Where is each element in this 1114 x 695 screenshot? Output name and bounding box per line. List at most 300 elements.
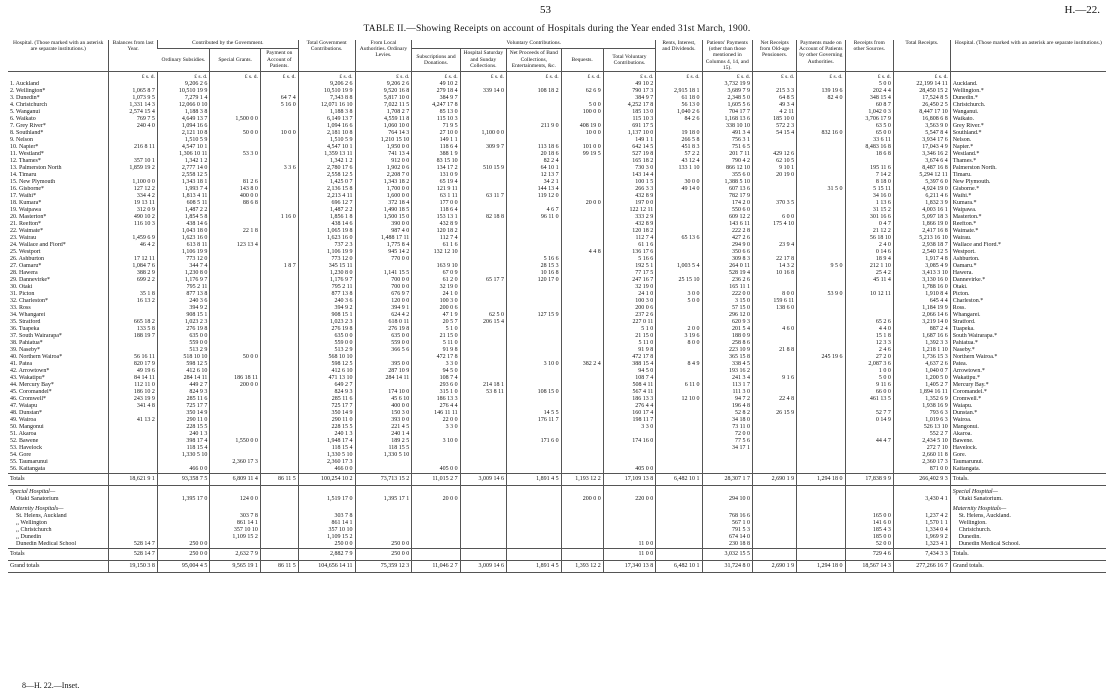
amount-cell: 1,487 2 2 bbox=[157, 207, 210, 214]
amount-cell: 53 3 0 bbox=[210, 151, 260, 158]
amount-cell: 3 19 6 bbox=[656, 333, 702, 340]
amount-cell bbox=[260, 431, 298, 438]
amount-cell bbox=[460, 298, 506, 305]
hospital-receipts-table bbox=[8, 40, 1106, 573]
amount-cell: 1,859 19 2 bbox=[109, 165, 157, 172]
amount-cell bbox=[797, 172, 845, 179]
amount-cell bbox=[797, 116, 845, 123]
amount-cell: 1,060 10 0 bbox=[355, 123, 412, 130]
amount-cell: 17,524 8 5 bbox=[893, 95, 950, 102]
amount-cell bbox=[210, 144, 260, 151]
amount-cell: 1,023 2 3 bbox=[157, 319, 210, 326]
amount-cell bbox=[210, 81, 260, 88]
amount-cell: 56 18 10 bbox=[845, 235, 893, 242]
amount-cell: 1,342 1 2 bbox=[298, 158, 355, 165]
amount-cell: 1,109 15 2 bbox=[298, 534, 355, 541]
amount-cell: 1,065 19 8 bbox=[298, 228, 355, 235]
amount-cell bbox=[753, 452, 797, 459]
amount-cell bbox=[109, 431, 157, 438]
amount-cell: 32 19 0 bbox=[603, 284, 656, 291]
amount-cell bbox=[506, 340, 561, 347]
grand-totals-row bbox=[8, 561, 1106, 573]
amount-cell: 2,208 7 0 bbox=[355, 172, 412, 179]
table-row bbox=[8, 186, 1106, 193]
amount-cell: 1,306 10 11 bbox=[157, 151, 210, 158]
amount-cell: 100 1 5 bbox=[603, 179, 656, 186]
amount-cell: 1,106 19 9 bbox=[157, 249, 210, 256]
table-row bbox=[8, 200, 1106, 207]
amount-cell: 1,700 0 0 bbox=[355, 186, 412, 193]
amount-cell bbox=[460, 520, 506, 527]
amount-cell: 2,121 10 8 bbox=[157, 130, 210, 137]
amount-cell bbox=[753, 207, 797, 214]
amount-cell bbox=[506, 298, 561, 305]
amount-cell: 1,040 2 6 bbox=[656, 109, 702, 116]
section-heading: Special Hospital— bbox=[10, 489, 56, 496]
hospital-name-right: Grey River.* bbox=[950, 123, 1106, 130]
hospital-name: 7. Grey River* bbox=[10, 123, 46, 130]
amount-cell bbox=[561, 549, 603, 561]
hospital-name: 42. Arrowtown* bbox=[10, 368, 50, 375]
section-heading-right: Maternity Hospitals— bbox=[950, 503, 1106, 513]
hospital-name-right: Wairau. bbox=[950, 235, 1106, 242]
amount-cell: 277,266 16 7 bbox=[893, 561, 950, 573]
amount-cell: 186 13 3 bbox=[603, 396, 656, 403]
amount-cell: 28 15 3 bbox=[506, 263, 561, 270]
hospital-name: Otaki Sanatorium bbox=[16, 496, 59, 503]
amount-cell bbox=[210, 361, 260, 368]
amount-cell: 7,343 8 8 bbox=[298, 95, 355, 102]
amount-cell: 466 0 0 bbox=[157, 466, 210, 474]
hospital-name-right: Westland.* bbox=[950, 151, 1106, 158]
amount-cell: 7,279 1 4 bbox=[157, 95, 210, 102]
amount-cell: 23 9 4 bbox=[753, 242, 797, 249]
amount-cell: 52 7 7 bbox=[845, 410, 893, 417]
table-row bbox=[8, 445, 1106, 452]
amount-cell: 240 1 3 bbox=[298, 431, 355, 438]
amount-cell: 1 16 0 bbox=[260, 214, 298, 221]
hospital-name-right: New Plymouth. bbox=[950, 179, 1106, 186]
hospital-name-right: Stratford. bbox=[950, 319, 1106, 326]
amount-cell bbox=[797, 179, 845, 186]
amount-cell bbox=[797, 431, 845, 438]
amount-cell: 118 15 4 bbox=[157, 445, 210, 452]
amount-cell: 2,348 5 0 bbox=[702, 95, 752, 102]
table-row bbox=[8, 424, 1106, 431]
amount-cell: 550 6 0 bbox=[702, 207, 752, 214]
hospital-name-right: Dunstan.* bbox=[950, 410, 1106, 417]
amount-cell: 618 0 11 bbox=[355, 319, 412, 326]
hospital-name-right: Mercury Bay.* bbox=[950, 382, 1106, 389]
amount-cell bbox=[797, 513, 845, 520]
amount-cell bbox=[656, 389, 702, 396]
amount-cell bbox=[797, 520, 845, 527]
amount-cell: 2,882 7 9 bbox=[298, 549, 355, 561]
amount-cell: 526 13 10 bbox=[893, 424, 950, 431]
hospital-name: 15. New Plymouth bbox=[10, 179, 56, 186]
amount-cell bbox=[109, 438, 157, 445]
amount-cell bbox=[109, 284, 157, 291]
col-old-age-pensioners: Net Receipts from Old-age Pensioners. bbox=[753, 40, 797, 72]
amount-cell: 120 18 2 bbox=[603, 228, 656, 235]
amount-cell: 528 14 7 bbox=[109, 541, 157, 549]
amount-cell bbox=[506, 375, 561, 382]
amount-cell: 608 5 11 bbox=[157, 200, 210, 207]
amount-cell: 508 4 11 bbox=[603, 382, 656, 389]
amount-cell bbox=[656, 172, 702, 179]
amount-cell: 635 0 0 bbox=[355, 333, 412, 340]
amount-cell: 28,307 1 7 bbox=[702, 474, 752, 486]
unit-label: £ s. d. bbox=[753, 72, 797, 82]
amount-cell: 83 15 10 bbox=[412, 158, 460, 165]
amount-cell: 4,252 17 8 bbox=[603, 102, 656, 109]
amount-cell: 365 15 8 bbox=[702, 354, 752, 361]
amount-cell: 22 1 8 bbox=[210, 228, 260, 235]
amount-cell: 9 5 0 bbox=[797, 263, 845, 270]
hospital-name: 11. Westland* bbox=[10, 151, 44, 158]
amount-cell bbox=[561, 445, 603, 452]
hospital-name: 45. Coromandel* bbox=[10, 389, 52, 396]
amount-cell bbox=[210, 214, 260, 221]
amount-cell: 71 9 5 bbox=[412, 123, 460, 130]
amount-cell bbox=[355, 382, 412, 389]
amount-cell: 1,073 9 5 bbox=[109, 95, 157, 102]
amount-cell bbox=[506, 235, 561, 242]
amount-cell: 49 19 6 bbox=[109, 368, 157, 375]
amount-cell bbox=[797, 277, 845, 284]
amount-cell bbox=[753, 179, 797, 186]
amount-cell: 1,459 6 9 bbox=[109, 235, 157, 242]
totals-row bbox=[8, 474, 1106, 486]
table-row bbox=[8, 438, 1106, 445]
amount-cell: 11 0 0 bbox=[603, 541, 656, 549]
hospital-name: 2. Wellington* bbox=[10, 88, 46, 95]
amount-cell bbox=[656, 305, 702, 312]
amount-cell bbox=[460, 541, 506, 549]
hospital-name-right: Hawera. bbox=[950, 270, 1106, 277]
hospital-name: Grand totals bbox=[8, 561, 109, 573]
amount-cell bbox=[656, 368, 702, 375]
amount-cell bbox=[506, 513, 561, 520]
amount-cell: 185 10 0 bbox=[753, 116, 797, 123]
amount-cell: 198 11 7 bbox=[603, 417, 656, 424]
amount-cell: 61 2 0 bbox=[412, 277, 460, 284]
amount-cell bbox=[506, 249, 561, 256]
amount-cell bbox=[210, 291, 260, 298]
amount-cell bbox=[561, 431, 603, 438]
amount-cell: 201 5 4 bbox=[702, 326, 752, 333]
amount-cell: 17,340 13 8 bbox=[603, 561, 656, 573]
amount-cell bbox=[260, 151, 298, 158]
amount-cell: 215 3 3 bbox=[753, 88, 797, 95]
amount-cell: 700 0 0 bbox=[355, 284, 412, 291]
amount-cell bbox=[753, 319, 797, 326]
amount-cell: 279 18 4 bbox=[412, 88, 460, 95]
hospital-name: 38. Pahiatua* bbox=[10, 340, 43, 347]
amount-cell bbox=[656, 354, 702, 361]
hospital-name-right: Gisborne.* bbox=[950, 186, 1106, 193]
amount-cell bbox=[845, 452, 893, 459]
amount-cell bbox=[210, 158, 260, 165]
amount-cell: 4,547 10 1 bbox=[298, 144, 355, 151]
amount-cell bbox=[460, 431, 506, 438]
amount-cell bbox=[210, 249, 260, 256]
amount-cell bbox=[753, 424, 797, 431]
amount-cell: 100 3 0 bbox=[412, 298, 460, 305]
amount-cell bbox=[753, 520, 797, 527]
amount-cell: 240 3 6 bbox=[298, 298, 355, 305]
amount-cell: 108 15 0 bbox=[506, 389, 561, 396]
amount-cell: 4 6 0 bbox=[753, 326, 797, 333]
hospital-name-right: Arrowtown.* bbox=[950, 368, 1106, 375]
amount-cell: 432 8 9 bbox=[603, 221, 656, 228]
amount-cell: 3 10 0 bbox=[506, 361, 561, 368]
amount-cell: 276 19 8 bbox=[157, 326, 210, 333]
hospital-name: 34. Whangarei bbox=[10, 312, 46, 319]
amount-cell: 287 10 9 bbox=[355, 368, 412, 375]
amount-cell: 3,674 6 4 bbox=[893, 158, 950, 165]
amount-cell: 877 13 8 bbox=[157, 291, 210, 298]
amount-cell: 93,358 7 5 bbox=[157, 474, 210, 486]
hospital-name: 12. Thames* bbox=[10, 158, 41, 165]
hospital-name-right: Taumarunui. bbox=[950, 459, 1106, 466]
amount-cell: 96 11 0 bbox=[506, 214, 561, 221]
amount-cell bbox=[506, 354, 561, 361]
table-row bbox=[8, 81, 1106, 88]
amount-cell bbox=[260, 375, 298, 382]
col-payment-patients: Payment on Account of Patients. bbox=[260, 48, 298, 72]
amount-cell bbox=[656, 312, 702, 319]
amount-cell: 1,392 3 3 bbox=[893, 340, 950, 347]
amount-cell bbox=[506, 382, 561, 389]
amount-cell: 301 16 6 bbox=[845, 214, 893, 221]
amount-cell bbox=[753, 354, 797, 361]
amount-cell: 136 17 6 bbox=[603, 249, 656, 256]
amount-cell: 24 1 0 bbox=[412, 291, 460, 298]
amount-cell bbox=[157, 513, 210, 520]
amount-cell: 1,891 4 5 bbox=[506, 474, 561, 486]
amount-cell: 118 15 5 bbox=[355, 445, 412, 452]
section-heading: Maternity Hospitals— bbox=[10, 506, 64, 513]
amount-cell: 149 1 1 bbox=[412, 137, 460, 144]
amount-cell: 3,563 9 0 bbox=[893, 123, 950, 130]
amount-cell bbox=[797, 207, 845, 214]
amount-cell: 174 10 0 bbox=[355, 389, 412, 396]
amount-cell: 186 13 3 bbox=[412, 396, 460, 403]
amount-cell: 116 10 3 bbox=[109, 221, 157, 228]
hospital-name-right: Waimate.* bbox=[950, 228, 1106, 235]
amount-cell bbox=[797, 221, 845, 228]
table-row bbox=[8, 165, 1106, 172]
amount-cell bbox=[656, 549, 702, 561]
hospital-name: 31. Picton bbox=[10, 291, 35, 298]
table-row bbox=[8, 284, 1106, 291]
table-row bbox=[8, 172, 1106, 179]
amount-cell bbox=[753, 193, 797, 200]
amount-cell: 143 8 0 bbox=[210, 186, 260, 193]
amount-cell: 43 12 4 bbox=[656, 158, 702, 165]
amount-cell: 104,656 14 11 bbox=[298, 561, 355, 573]
amount-cell: 3 3 0 bbox=[412, 361, 460, 368]
amount-cell bbox=[260, 291, 298, 298]
amount-cell: 196 4 8 bbox=[702, 403, 752, 410]
amount-cell bbox=[797, 389, 845, 396]
hospital-name: 16. Gisborne* bbox=[10, 186, 44, 193]
hospital-name: 47. Waiapu bbox=[10, 403, 38, 410]
amount-cell bbox=[109, 466, 157, 474]
amount-cell bbox=[355, 466, 412, 474]
amount-cell: 11 0 0 bbox=[603, 549, 656, 561]
amount-cell: 3 0 0 bbox=[656, 291, 702, 298]
amount-cell bbox=[260, 417, 298, 424]
amount-cell: 21 12 2 bbox=[845, 228, 893, 235]
amount-cell: 20 5 7 bbox=[412, 319, 460, 326]
amount-cell bbox=[460, 534, 506, 541]
hospital-name: 37. South Wairarapa* bbox=[10, 333, 62, 340]
table-row bbox=[8, 144, 1106, 151]
col-hospital-right: Hospital. (Those marked with an asterisk are separate institutions.) bbox=[950, 40, 1106, 72]
amount-cell: 1,084 7 6 bbox=[109, 263, 157, 270]
amount-cell: 552 2 7 bbox=[893, 431, 950, 438]
amount-cell bbox=[260, 496, 298, 503]
hospital-name-right: Charleston.* bbox=[950, 298, 1106, 305]
table-row bbox=[8, 431, 1106, 438]
unit-label: £ s. d. bbox=[561, 72, 603, 82]
amount-cell: 1,405 2 7 bbox=[893, 382, 950, 389]
amount-cell: 394 9 1 bbox=[355, 305, 412, 312]
amount-cell: 725 17 7 bbox=[157, 403, 210, 410]
amount-cell bbox=[260, 298, 298, 305]
amount-cell: 266,402 9 3 bbox=[893, 474, 950, 486]
amount-cell bbox=[460, 333, 506, 340]
amount-cell: 134 17 2 bbox=[412, 165, 460, 172]
amount-cell: 56 16 11 bbox=[109, 354, 157, 361]
amount-cell: 31 15 2 bbox=[845, 207, 893, 214]
amount-cell bbox=[656, 214, 702, 221]
amount-cell: 45 6 10 bbox=[355, 396, 412, 403]
amount-cell: 674 14 0 bbox=[702, 534, 752, 541]
amount-cell: 272 7 10 bbox=[893, 445, 950, 452]
amount-cell bbox=[260, 319, 298, 326]
amount-cell bbox=[656, 249, 702, 256]
amount-cell: 7,022 11 5 bbox=[355, 102, 412, 109]
amount-cell: 3 3 6 bbox=[260, 165, 298, 172]
amount-cell: 559 0 0 bbox=[157, 340, 210, 347]
amount-cell bbox=[260, 277, 298, 284]
amount-cell: 8 18 0 bbox=[845, 179, 893, 186]
amount-cell: 598 12 5 bbox=[157, 361, 210, 368]
hospital-name-right: Westport. bbox=[950, 249, 1106, 256]
amount-cell: 73 11 0 bbox=[702, 424, 752, 431]
amount-cell bbox=[603, 445, 656, 452]
amount-cell: 5,294 12 11 bbox=[893, 172, 950, 179]
amount-cell: 2,558 12 5 bbox=[298, 172, 355, 179]
amount-cell bbox=[506, 228, 561, 235]
amount-cell: 41 13 2 bbox=[109, 417, 157, 424]
amount-cell: 94 7 2 bbox=[702, 396, 752, 403]
amount-cell bbox=[603, 520, 656, 527]
amount-cell bbox=[460, 109, 506, 116]
amount-cell bbox=[656, 459, 702, 466]
amount-cell bbox=[506, 291, 561, 298]
hospital-name-right: Christchurch. bbox=[950, 527, 1106, 534]
amount-cell: 52 8 2 bbox=[702, 410, 752, 417]
amount-cell bbox=[260, 340, 298, 347]
amount-cell: 171 6 0 bbox=[506, 438, 561, 445]
amount-cell bbox=[260, 144, 298, 151]
amount-cell bbox=[460, 284, 506, 291]
amount-cell bbox=[260, 249, 298, 256]
amount-cell: 0 14 6 bbox=[845, 249, 893, 256]
amount-cell: 793 6 3 bbox=[893, 410, 950, 417]
amount-cell: 2,066 14 6 bbox=[893, 312, 950, 319]
amount-cell: 186 18 11 bbox=[210, 375, 260, 382]
amount-cell bbox=[260, 193, 298, 200]
amount-cell: 1,342 1 2 bbox=[157, 158, 210, 165]
unit-label: £ s. d. bbox=[702, 72, 752, 82]
unit-label: £ s. d. bbox=[210, 72, 260, 82]
amount-cell: 10 16 8 bbox=[506, 270, 561, 277]
hospital-name: 21. Reefton* bbox=[10, 221, 41, 228]
amount-cell: 240 1 3 bbox=[157, 431, 210, 438]
hospital-name: 32. Charleston* bbox=[10, 298, 48, 305]
table-row bbox=[8, 228, 1106, 235]
table-row bbox=[8, 291, 1106, 298]
table-row bbox=[8, 520, 1106, 527]
table-row bbox=[8, 151, 1106, 158]
amount-cell: 44 4 7 bbox=[845, 438, 893, 445]
amount-cell bbox=[753, 534, 797, 541]
col-ordinary-subsidies: Ordinary Subsidies. bbox=[157, 48, 210, 72]
amount-cell: 18 6 8 bbox=[845, 151, 893, 158]
col-patients-payments: Patients' Payments (other than those mentioned in Columns 4, 14, and 15). bbox=[702, 40, 752, 72]
amount-cell: 21 15 0 bbox=[412, 333, 460, 340]
amount-cell bbox=[797, 410, 845, 417]
amount-cell: 438 14 6 bbox=[157, 221, 210, 228]
amount-cell: 1,294 18 0 bbox=[797, 561, 845, 573]
amount-cell: 2,915 18 1 bbox=[656, 88, 702, 95]
amount-cell bbox=[561, 396, 603, 403]
amount-cell bbox=[157, 520, 210, 527]
amount-cell bbox=[506, 102, 561, 109]
amount-cell bbox=[753, 340, 797, 347]
amount-cell: 1 0 0 bbox=[845, 368, 893, 375]
amount-cell bbox=[109, 151, 157, 158]
hospital-name: 22. Waimate* bbox=[10, 228, 44, 235]
amount-cell bbox=[561, 382, 603, 389]
amount-cell bbox=[109, 305, 157, 312]
col-special-grants: Special Grants. bbox=[210, 48, 260, 72]
hospital-name-right: Wellington.* bbox=[950, 88, 1106, 95]
amount-cell bbox=[412, 452, 460, 459]
amount-cell: 101 0 0 bbox=[561, 144, 603, 151]
amount-cell: 824 9 3 bbox=[298, 389, 355, 396]
amount-cell bbox=[845, 158, 893, 165]
amount-cell bbox=[355, 527, 412, 534]
amount-cell: 764 14 3 bbox=[355, 130, 412, 137]
amount-cell: 160 17 4 bbox=[603, 410, 656, 417]
amount-cell: 1,218 1 10 bbox=[893, 347, 950, 354]
amount-cell bbox=[561, 95, 603, 102]
amount-cell: 54 15 4 bbox=[753, 130, 797, 137]
amount-cell: 2,360 17 3 bbox=[210, 459, 260, 466]
hospital-name: 43. Wakatipu* bbox=[10, 375, 45, 382]
amount-cell: 24 1 0 bbox=[603, 291, 656, 298]
amount-cell bbox=[797, 438, 845, 445]
amount-cell bbox=[753, 312, 797, 319]
amount-cell: 186 10 2 bbox=[109, 389, 157, 396]
amount-cell: 100 3 0 bbox=[603, 298, 656, 305]
